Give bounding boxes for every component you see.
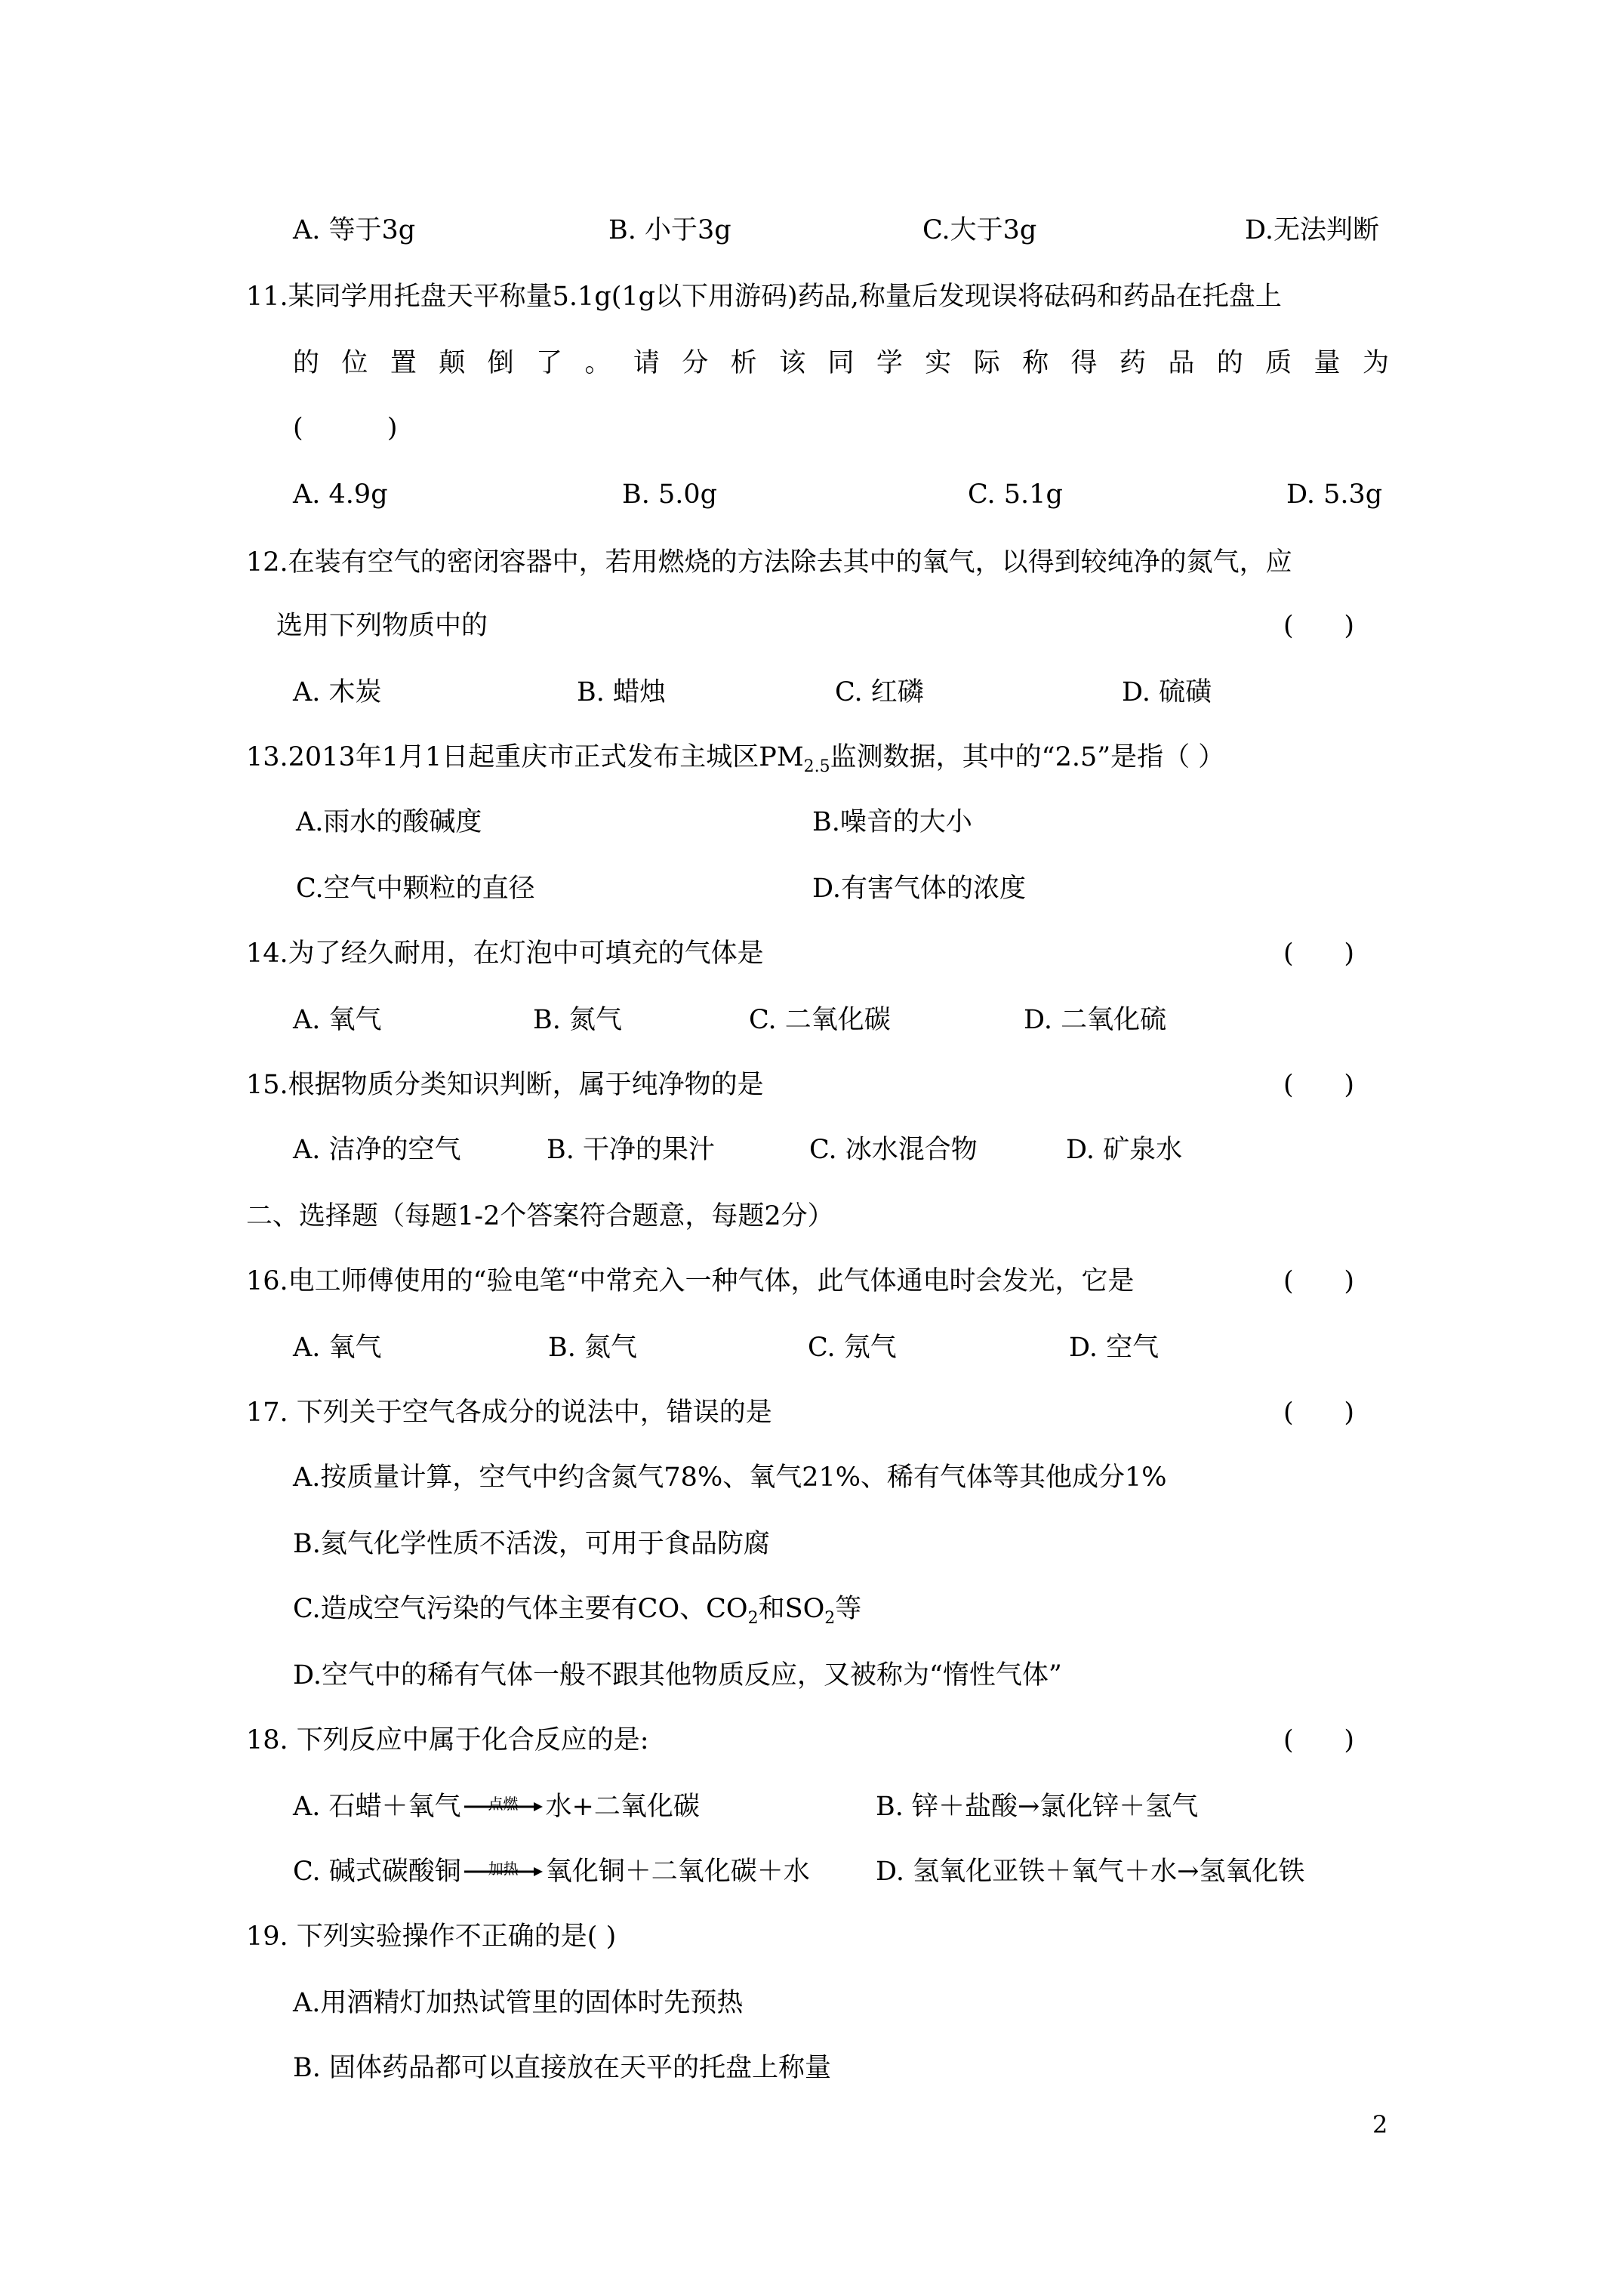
- q16-option-a: A. 氧气: [293, 1333, 382, 1363]
- q11-char: 颠: [439, 348, 466, 378]
- q14-option-c: C. 二氧化碳: [749, 1005, 891, 1035]
- section-2-heading: 二、选择题（每题1-2个答案符合题意，每题2分）: [246, 1201, 834, 1231]
- q19-option-a: A.用酒精灯加热试管里的固体时先预热: [293, 1988, 744, 2018]
- q15-option-d: D. 矿泉水: [1066, 1135, 1183, 1165]
- q11-char: 该: [779, 348, 806, 378]
- q11-char: 位: [341, 348, 368, 378]
- q17-option-c-text-end: 等: [835, 1594, 862, 1624]
- q12-option-b: B. 蜡烛: [577, 677, 666, 707]
- q11-char: 称: [1022, 348, 1049, 378]
- q18-option-c: [293, 1854, 810, 1889]
- reaction-condition: 加热: [488, 1859, 519, 1878]
- q11-char: 倒: [487, 348, 514, 378]
- q14-option-d: D. 二氧化硫: [1024, 1005, 1167, 1035]
- q17-option-c-text: C.造成空气污染的气体主要有CO、CO: [293, 1594, 748, 1624]
- q11-char: 请: [633, 348, 660, 378]
- q11-option-d: D. 5.3g: [1286, 479, 1383, 510]
- q16-option-c: C. 氖气: [808, 1333, 897, 1363]
- q17-option-c-text-mid: 和SO: [758, 1594, 825, 1624]
- q15-option-c: C. 冰水混合物: [809, 1135, 978, 1165]
- q11-char: 实: [925, 348, 952, 378]
- q11-char: 学: [876, 348, 903, 378]
- q17-option-a: A.按质量计算，空气中约含氮气78%、氧气21%、稀有气体等其他成分1%: [293, 1462, 1167, 1493]
- q11-char: 药: [1119, 348, 1146, 378]
- q12-answer-paren: ( ): [1283, 611, 1355, 641]
- q12-option-d: D. 硫磺: [1122, 677, 1212, 707]
- q11-char: 的: [293, 348, 320, 378]
- q17-answer-paren: ( ): [1283, 1398, 1355, 1428]
- q19-stem: 19. 下列实验操作不正确的是( ): [246, 1922, 617, 1952]
- q16-stem: 16.电工师傅使用的“验电笔“中常充入一种气体，此气体通电时会发光，它是: [246, 1266, 1135, 1296]
- q10-option-d: D.无法判断: [1245, 215, 1379, 245]
- reaction-condition: 点燃: [488, 1794, 519, 1813]
- q14-option-b: B. 氮气: [533, 1005, 622, 1035]
- q12-option-a: A. 木炭: [293, 677, 382, 707]
- q11-option-c: C. 5.1g: [968, 479, 1063, 510]
- q11-answer-paren: ( ): [293, 413, 398, 443]
- q11-option-b: B. 5.0g: [622, 479, 718, 510]
- q11-char: 品: [1168, 348, 1195, 378]
- q10-option-c: C.大于3g: [922, 215, 1037, 245]
- page-number: 2: [1372, 2110, 1388, 2139]
- q18-option-a-reactants: A. 石蜡＋氧气: [293, 1792, 461, 1822]
- q11-char: 了: [536, 348, 563, 378]
- q15-option-b: B. 干净的果汁: [547, 1135, 715, 1165]
- so2-subscript: 2: [824, 1609, 836, 1628]
- q16-option-d: D. 空气: [1069, 1333, 1160, 1363]
- q11-stem-line2: [293, 346, 1389, 381]
- q13-stem-text-after: 监测数据，其中的“2.5”是指（ ）: [830, 742, 1225, 772]
- q11-char: 量: [1313, 348, 1341, 378]
- q13-option-b: B.噪音的大小: [812, 807, 972, 837]
- q12-option-c: C. 红磷: [835, 677, 924, 707]
- q16-option-b: B. 氮气: [548, 1333, 637, 1363]
- q11-char: 分: [682, 348, 709, 378]
- q18-option-a-products: 水+二氧化碳: [545, 1792, 700, 1822]
- q13-option-c: C.空气中颗粒的直径: [296, 874, 535, 904]
- q15-answer-paren: ( ): [1283, 1070, 1355, 1100]
- q18-option-a: [293, 1789, 700, 1824]
- q13-option-a: A.雨水的酸碱度: [296, 807, 482, 837]
- q11-char: 际: [973, 348, 1000, 378]
- q19-option-b: B. 固体药品都可以直接放在天平的托盘上称量: [293, 2053, 831, 2083]
- q15-option-a: A. 洁净的空气: [293, 1135, 461, 1165]
- q11-char: 得: [1070, 348, 1098, 378]
- q11-char: 。: [584, 348, 611, 378]
- q17-stem: 17. 下列关于空气各成分的说法中，错误的是: [246, 1398, 772, 1428]
- q18-option-c-reactants: C. 碱式碳酸铜: [293, 1857, 461, 1887]
- q18-stem: 18. 下列反应中属于化合反应的是:: [246, 1725, 649, 1755]
- reaction-arrow-icon: [463, 1794, 544, 1820]
- q11-option-a: A. 4.9g: [293, 479, 388, 510]
- q15-stem: 15.根据物质分类知识判断，属于纯净物的是: [246, 1070, 764, 1100]
- q10-option-a: A. 等于3g: [293, 215, 416, 245]
- q11-char: 为: [1362, 348, 1389, 378]
- q14-answer-paren: ( ): [1283, 938, 1355, 969]
- q17-option-b: B.氦气化学性质不活泼，可用于食品防腐: [293, 1529, 770, 1559]
- q11-char: 质: [1265, 348, 1292, 378]
- q18-option-b: B. 锌＋盐酸→氯化锌＋氢气: [876, 1792, 1199, 1822]
- q14-stem: 14.为了经久耐用，在灯泡中可填充的气体是: [246, 938, 764, 969]
- q10-option-b: B. 小于3g: [608, 215, 731, 245]
- q11-char: 置: [390, 348, 417, 378]
- q11-char: 的: [1216, 348, 1243, 378]
- q18-option-d: D. 氢氧化亚铁＋氧气＋水→氢氧化铁: [876, 1857, 1305, 1887]
- q16-answer-paren: ( ): [1283, 1266, 1355, 1296]
- q14-option-a: A. 氧气: [293, 1005, 382, 1035]
- q13-pm-subscript: 2.5: [803, 757, 830, 776]
- q11-stem-line1: 11.某同学用托盘天平称量5.1g(1g以下用游码)药品,称量后发现误将砝码和药品在托盘上: [246, 282, 1282, 312]
- q13-option-d: D.有害气体的浓度: [812, 874, 1026, 904]
- q11-char: 析: [730, 348, 757, 378]
- q11-char: 同: [827, 348, 855, 378]
- q12-stem-line1: 12.在装有空气的密闭容器中，若用燃烧的方法除去其中的氧气，以得到较纯净的氮气，应: [246, 547, 1292, 578]
- q17-option-d: D.空气中的稀有气体一般不跟其他物质反应，又被称为“惰性气体”: [293, 1660, 1062, 1690]
- q17-option-c: [293, 1592, 861, 1636]
- q13-stem-text: 13.2013年1月1日起重庆市正式发布主城区PM: [246, 742, 804, 772]
- q13-stem: [246, 740, 1224, 784]
- q12-stem-line2: 选用下列物质中的: [276, 611, 488, 641]
- reaction-arrow-icon: [463, 1859, 544, 1885]
- co2-subscript: 2: [747, 1609, 759, 1628]
- q18-answer-paren: ( ): [1283, 1725, 1355, 1755]
- q18-option-c-products: 氧化铜＋二氧化碳＋水: [545, 1857, 810, 1887]
